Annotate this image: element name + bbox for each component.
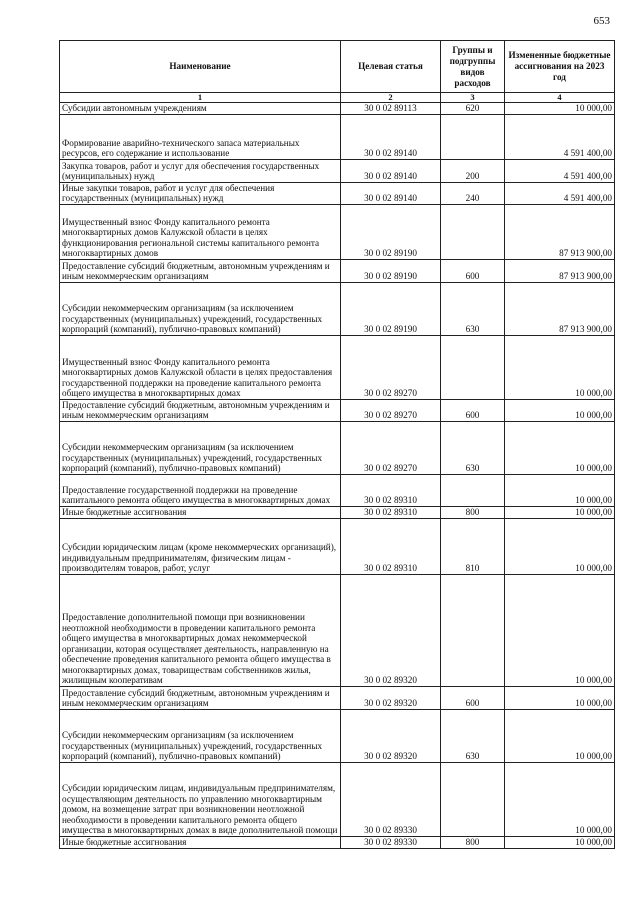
row-name: Иные бюджетные ассигнования xyxy=(60,506,341,518)
row-amount: 10 000,00 xyxy=(505,474,615,506)
row-name: Формирование аварийно-технического запаса материальных ресурсов, его содержание и использование xyxy=(60,114,341,159)
header-name: Наименование xyxy=(60,41,341,93)
row-expense-group xyxy=(441,335,505,399)
row-expense-group xyxy=(441,204,505,259)
table-row xyxy=(60,709,615,762)
row-name: Субсидии юридическим лицам, индивидуальным предпринимателям, осуществляющим деятельность по управлению многоквартирным домом, на возмещение затрат при возникновении неотложной необходимости в проведении капитального ремонта общего имущества в многоквартирных домах в виде дополнительной помощи xyxy=(60,762,341,836)
row-expense-group: 620 xyxy=(441,103,505,115)
row-name: Субсидии юридическим лицам (кроме некоммерческих организаций), индивидуальным предпринимателям, физическим лицам - производителям товаров, работ, услуг xyxy=(60,518,341,574)
row-expense-group: 800 xyxy=(441,836,505,848)
header-code: Целевая статья xyxy=(341,41,441,93)
row-name: Иные бюджетные ассигнования xyxy=(60,836,341,848)
row-name: Предоставление государственной поддержки на проведение капитального ремонта общего имущества в многоквартирных домах xyxy=(60,474,341,506)
row-amount: 4 591 400,00 xyxy=(505,114,615,159)
row-target-code: 30 0 02 89310 xyxy=(341,518,441,574)
row-target-code: 30 0 02 89320 xyxy=(341,709,441,762)
row-name: Закупка товаров, работ и услуг для обеспечения государственных (муниципальных) нужд xyxy=(60,159,341,182)
row-expense-group xyxy=(441,114,505,159)
row-amount: 10 000,00 xyxy=(505,574,615,686)
row-target-code: 30 0 02 89140 xyxy=(341,159,441,182)
row-amount: 10 000,00 xyxy=(505,399,615,421)
row-amount: 10 000,00 xyxy=(505,518,615,574)
row-amount: 10 000,00 xyxy=(505,421,615,474)
page-number: 653 xyxy=(593,15,610,27)
row-amount: 10 000,00 xyxy=(505,709,615,762)
budget-table xyxy=(59,40,615,849)
table-row xyxy=(60,506,615,518)
table-row xyxy=(60,182,615,204)
row-expense-group: 810 xyxy=(441,518,505,574)
row-name: Предоставление субсидий бюджетным, автономным учреждениям и иным некоммерческим организациям xyxy=(60,399,341,421)
row-amount: 4 591 400,00 xyxy=(505,159,615,182)
row-target-code: 30 0 02 89190 xyxy=(341,204,441,259)
row-expense-group: 630 xyxy=(441,709,505,762)
table-row xyxy=(60,518,615,574)
row-expense-group: 630 xyxy=(441,421,505,474)
row-target-code: 30 0 02 89140 xyxy=(341,182,441,204)
row-amount: 10 000,00 xyxy=(505,686,615,709)
table-row xyxy=(60,259,615,282)
table-row xyxy=(60,399,615,421)
row-name: Предоставление дополнительной помощи при возникновении неотложной необходимости в проведении капитального ремонта общего имущества в многоквартирных домах некоммерческой организации, которая осуществляет деятельность, направленную на обеспечение проведения капитального ремонта общего имущества в многоквартирных домах, товариществам собственников жилья, жилищным кооперативам xyxy=(60,574,341,686)
column-number: 3 xyxy=(441,93,505,103)
row-expense-group: 600 xyxy=(441,259,505,282)
table-row xyxy=(60,686,615,709)
column-number: 2 xyxy=(341,93,441,103)
row-target-code: 30 0 02 89330 xyxy=(341,836,441,848)
table-row xyxy=(60,574,615,686)
row-name: Субсидии некоммерческим организациям (за исключением государственных (муниципальных) учреждений, государственных корпораций (компаний), публично-правовых компаний) xyxy=(60,421,341,474)
row-name: Имущественный взнос Фонду капитального ремонта многоквартирных домов Калужской области в целях предоставления государственной поддержки на проведение капитального ремонта общего имущества в многоквартирных домах xyxy=(60,335,341,399)
row-target-code: 30 0 02 89270 xyxy=(341,335,441,399)
table-row xyxy=(60,282,615,335)
row-expense-group xyxy=(441,574,505,686)
row-name: Предоставление субсидий бюджетным, автономным учреждениям и иным некоммерческим организациям xyxy=(60,686,341,709)
row-amount: 87 913 900,00 xyxy=(505,282,615,335)
row-expense-group: 630 xyxy=(441,282,505,335)
header-row xyxy=(60,41,615,93)
row-name: Иные закупки товаров, работ и услуг для обеспечения государственных (муниципальных) нужд xyxy=(60,182,341,204)
table-body xyxy=(60,103,615,849)
table-row xyxy=(60,474,615,506)
row-target-code: 30 0 02 89270 xyxy=(341,421,441,474)
table-row xyxy=(60,762,615,836)
row-name: Имущественный взнос Фонду капитального ремонта многоквартирных домов Калужской области в целях функционирования региональной системы капитального ремонта многоквартирных домов xyxy=(60,204,341,259)
row-expense-group: 200 xyxy=(441,159,505,182)
table-row xyxy=(60,204,615,259)
row-target-code: 30 0 02 89113 xyxy=(341,103,441,115)
row-target-code: 30 0 02 89310 xyxy=(341,474,441,506)
row-expense-group: 800 xyxy=(441,506,505,518)
row-target-code: 30 0 02 89330 xyxy=(341,762,441,836)
table-row xyxy=(60,159,615,182)
row-name: Субсидии некоммерческим организациям (за исключением государственных (муниципальных) учреждений, государственных корпораций (компаний), публично-правовых компаний) xyxy=(60,709,341,762)
row-amount: 10 000,00 xyxy=(505,103,615,115)
table-row xyxy=(60,836,615,848)
row-amount: 87 913 900,00 xyxy=(505,259,615,282)
row-target-code: 30 0 02 89320 xyxy=(341,686,441,709)
column-number: 4 xyxy=(505,93,615,103)
row-amount: 10 000,00 xyxy=(505,335,615,399)
row-expense-group xyxy=(441,762,505,836)
row-amount: 10 000,00 xyxy=(505,762,615,836)
column-number: 1 xyxy=(60,93,341,103)
row-name: Субсидии некоммерческим организациям (за исключением государственных (муниципальных) учреждений, государственных корпораций (компаний), публично-правовых компаний) xyxy=(60,282,341,335)
row-name: Предоставление субсидий бюджетным, автономным учреждениям и иным некоммерческим организациям xyxy=(60,259,341,282)
row-target-code: 30 0 02 89190 xyxy=(341,282,441,335)
row-target-code: 30 0 02 89310 xyxy=(341,506,441,518)
header-group: Группы и подгруппы видов расходов xyxy=(441,41,505,93)
column-number-row xyxy=(60,93,615,103)
table-row xyxy=(60,421,615,474)
row-target-code: 30 0 02 89270 xyxy=(341,399,441,421)
row-amount: 10 000,00 xyxy=(505,836,615,848)
row-target-code: 30 0 02 89140 xyxy=(341,114,441,159)
row-amount: 87 913 900,00 xyxy=(505,204,615,259)
row-name: Субсидии автономным учреждениям xyxy=(60,103,341,115)
row-target-code: 30 0 02 89320 xyxy=(341,574,441,686)
row-amount: 4 591 400,00 xyxy=(505,182,615,204)
row-expense-group xyxy=(441,474,505,506)
table-row xyxy=(60,335,615,399)
row-expense-group: 600 xyxy=(441,686,505,709)
table-row xyxy=(60,114,615,159)
row-expense-group: 240 xyxy=(441,182,505,204)
row-amount: 10 000,00 xyxy=(505,506,615,518)
table-row xyxy=(60,103,615,115)
row-expense-group: 600 xyxy=(441,399,505,421)
header-amount: Измененные бюджетные ассигнования на 2023 год xyxy=(505,41,615,93)
row-target-code: 30 0 02 89190 xyxy=(341,259,441,282)
